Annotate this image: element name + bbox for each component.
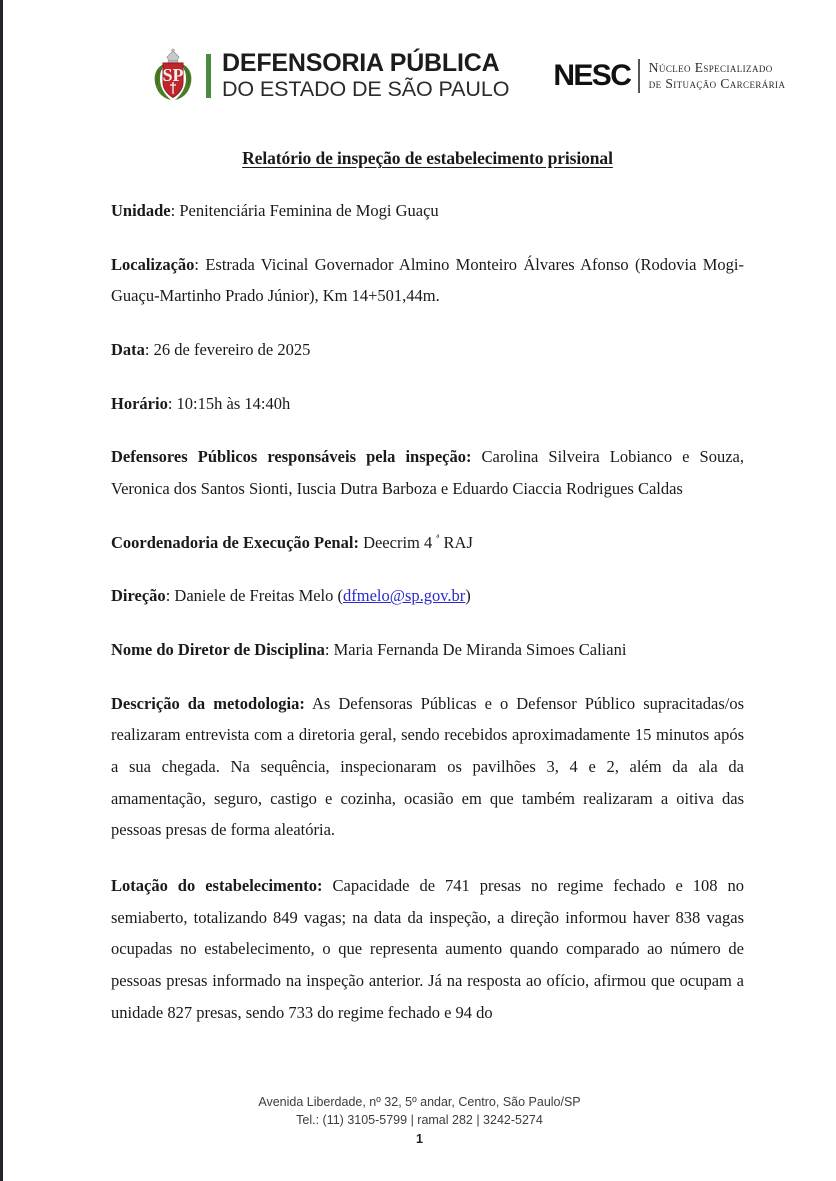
nesc-divider: [638, 59, 640, 93]
document-footer: [3, 1093, 836, 1148]
document-title: Relatório de inspeção de estabelecimento prisional: [242, 148, 613, 168]
document-header: [111, 0, 786, 104]
field-horario-separator: :: [167, 393, 177, 413]
document-page: [3, 0, 836, 1181]
footer-phone: Tel.: (11) 3105-5799 | ramal 282 | 3242-5274: [296, 1112, 543, 1127]
field-horario-value: 10:15h às 14:40h: [176, 393, 291, 413]
paragraph-lotacao-separator: [323, 876, 333, 895]
defensoria-wordmark: [222, 51, 509, 101]
nesc-logo: [553, 59, 785, 93]
field-data-label: Data: [111, 340, 145, 360]
field-defensores-separator: [471, 447, 481, 466]
field-coordenadoria-label: Coordenadoria de Execução Penal:: [111, 532, 359, 552]
field-defensores-label: Defensores Públicos responsáveis pela inspeção:: [111, 447, 472, 467]
field-unidade-value: Penitenciária Feminina de Mogi Guaçu: [179, 201, 439, 220]
field-coordenadoria: [111, 527, 744, 559]
field-diretor-disciplina-label: Nome do Diretor de Disciplina: [111, 640, 325, 660]
nesc-wordmark: NESC: [553, 59, 631, 92]
field-unidade: [111, 195, 744, 227]
defensoria-line-2: DO ESTADO DE SÃO PAULO: [222, 77, 510, 102]
nesc-subtitle-line-1: Núcleo Especializado: [648, 60, 773, 76]
field-unidade-label: Unidade: [111, 201, 171, 220]
field-data-separator: :: [144, 340, 154, 360]
field-localizacao-label: Localização: [111, 254, 195, 274]
field-coordenadoria-value-prefix: Deecrim 4: [363, 532, 437, 552]
document-body: [111, 195, 744, 1028]
field-data-value: 26 de fevereiro de 2025: [153, 340, 311, 360]
brasao-sao-paulo-icon: [147, 48, 199, 104]
field-localizacao-separator: :: [194, 254, 206, 274]
paragraph-metodologia: [111, 688, 744, 846]
field-diretor-disciplina: [111, 634, 744, 666]
field-direcao-value-suffix: ): [465, 586, 471, 606]
paragraph-lotacao-text: Capacidade de 741 presas no regime fechado e 108 no semiaberto, totalizando 849 vagas; na data da inspeção, a direção informou haver 838 vagas ocupadas no estabelecimento, o que representa aumento quando comparado ao número de pessoas presas informado na inspeção anterior. Já na resposta ao ofício, afirmou que ocupam a unidade 827 presas, sendo 733 do regime fechado e 94 do: [111, 876, 744, 1022]
svg-text:SP: SP: [162, 65, 184, 85]
paragraph-lotacao: [111, 870, 744, 1028]
field-direcao-value-prefix: Daniele de Freitas Melo (: [174, 586, 344, 606]
paragraph-metodologia-separator: [305, 694, 312, 713]
field-diretor-disciplina-separator: :: [324, 640, 334, 660]
field-unidade-separator: :: [170, 201, 180, 220]
field-horario-label: Horário: [111, 393, 168, 413]
defensoria-publica-logo: [147, 48, 509, 104]
footer-address: Avenida Liberdade, nº 32, 5º andar, Centro, São Paulo/SP: [258, 1094, 581, 1109]
paragraph-lotacao-label: Lotação do estabelecimento:: [111, 876, 323, 896]
field-coordenadoria-ordinal: ª: [436, 532, 440, 545]
field-defensores-value: Carolina Silveira Lobianco e Souza, Veronica dos Santos Sionti, Iuscia Dutra Barboza e Eduardo Ciaccia Rodrigues Caldas: [111, 447, 745, 499]
field-localizacao: [111, 249, 744, 312]
field-direcao: [111, 580, 744, 612]
field-coordenadoria-value-suffix: RAJ: [439, 532, 473, 552]
field-horario: [111, 388, 744, 420]
paragraph-metodologia-text: As Defensoras Públicas e o Defensor Público supracitadas/os realizaram entrevista com a diretoria geral, sendo recebidos aproximadamente 15 minutos após a sua chegada. Na sequência, inspecionaram os pavilhões 3, 4 e 2, além da ala da amamentação, seguro, castigo e cozinha, ocasião em que também realizaram a oitiva das pessoas presas de forma aleatória.: [111, 693, 745, 840]
field-diretor-disciplina-value: Maria Fernanda De Miranda Simoes Caliani: [333, 640, 627, 660]
page-number: 1: [416, 1131, 423, 1146]
direcao-email-link[interactable]: dfmelo@sp.gov.br: [343, 586, 466, 606]
field-direcao-label: Direção: [111, 586, 166, 606]
defensoria-line-1: DEFENSORIA PÚBLICA: [222, 49, 500, 78]
nesc-subtitle-line-2: de Situação Carcerária: [648, 76, 786, 91]
logo-divider: [206, 54, 211, 98]
field-localizacao-value: Estrada Vicinal Governador Almino Monteiro Álvares Afonso (Rodovia Mogi- Guaçu-Martinho Prado Júnior), Km 14+501,44m.: [111, 254, 744, 306]
field-data: [111, 334, 744, 366]
field-defensores: [111, 441, 744, 504]
paragraph-metodologia-label: Descrição da metodologia:: [111, 693, 305, 713]
nesc-subtitle: [649, 60, 786, 92]
field-direcao-separator: :: [165, 586, 175, 606]
